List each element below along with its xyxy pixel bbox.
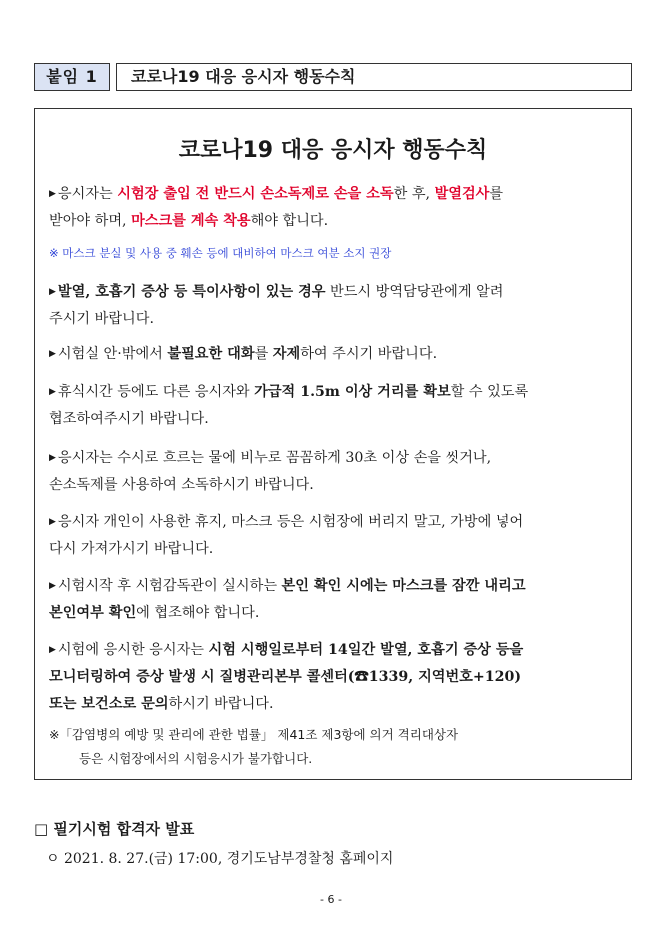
guidelines-box <box>34 108 632 780</box>
attachment-header <box>34 63 632 93</box>
guideline-item-7: ▶ 시험시작 후 시험감독관이 실시하는 본인 확인 시에는 마스크를 잠깐 내리고 본인여부 확인에 협조해야 합니다. <box>49 578 526 621</box>
box-title: 코로나19 대응 응시자 행동수칙 <box>178 138 488 163</box>
guideline-item-6: ▶ 응시자 개인이 사용한 휴지, 마스크 등은 시험장에 버리지 말고, 가방에 넣어 다시 가져가시기 바랍니다. <box>49 514 524 557</box>
triangle-right-icon: ▶ <box>49 349 56 359</box>
law-note: ※「감염병의 예방 및 관리에 관한 법률」 제41조 제3항에 의거 격리대상자 등은 시험장에서의 시험응시가 불가합니다. <box>49 727 459 766</box>
triangle-right-icon: ▶ <box>49 517 56 527</box>
triangle-right-icon: ▶ <box>49 287 56 297</box>
mask-note: ※ 마스크 분실 및 사용 중 훼손 등에 대비하여 마스크 여분 소지 권장 <box>49 246 392 260</box>
triangle-right-icon: ▶ <box>49 387 56 397</box>
guideline-item-4: ▶ 휴식시간 등에도 다른 응시자와 가급적 1.5m 이상 거리를 확보할 수 있도록 협조하여주시기 바랍니다. <box>49 384 529 427</box>
triangle-right-icon: ▶ <box>49 581 56 591</box>
page-number: - 6 - <box>320 893 342 906</box>
triangle-right-icon: ▶ <box>49 189 56 199</box>
attachment-title: 코로나19 대응 응시자 행동수칙 <box>116 63 632 91</box>
guideline-item-5: ▶ 응시자는 수시로 흐르는 물에 비누로 꼼꼼하게 30초 이상 손을 씻거나, 손소독제를 사용하여 소독하시기 바랍니다. <box>49 450 492 493</box>
guideline-item-3: ▶ 시험실 안·밖에서 불필요한 대화를 자제하여 주시기 바랍니다. <box>49 346 438 362</box>
guideline-item-2: ▶ 발열, 호흡기 증상 등 특이사항이 있는 경우 반드시 방역담당관에게 알려 주시기 바랍니다. <box>49 284 504 327</box>
triangle-right-icon: ▶ <box>49 453 56 463</box>
attachment-label: 붙임 1 <box>34 63 110 91</box>
guideline-item-1: ▶ 응시자는 시험장 출입 전 반드시 손소독제로 손을 소독한 후, 발열검사를 받아야 하며, 마스크를 계속 착용해야 합니다. <box>49 186 504 229</box>
section-heading: □ 필기시험 합격자 발표 <box>34 820 195 838</box>
section-item: ㅇ 2021. 8. 27.(금) 17:00, 경기도남부경찰청 홈페이지 <box>46 851 394 867</box>
triangle-right-icon: ▶ <box>49 645 56 655</box>
guideline-item-8: ▶ 시험에 응시한 응시자는 시험 시행일로부터 14일간 발열, 호흡기 증상 등을 모니터링하여 증상 발생 시 질병관리본부 콜센터(☎1339, 지역번호+120) 또는 보건소로 문의하시기 바랍니다. <box>49 642 524 712</box>
